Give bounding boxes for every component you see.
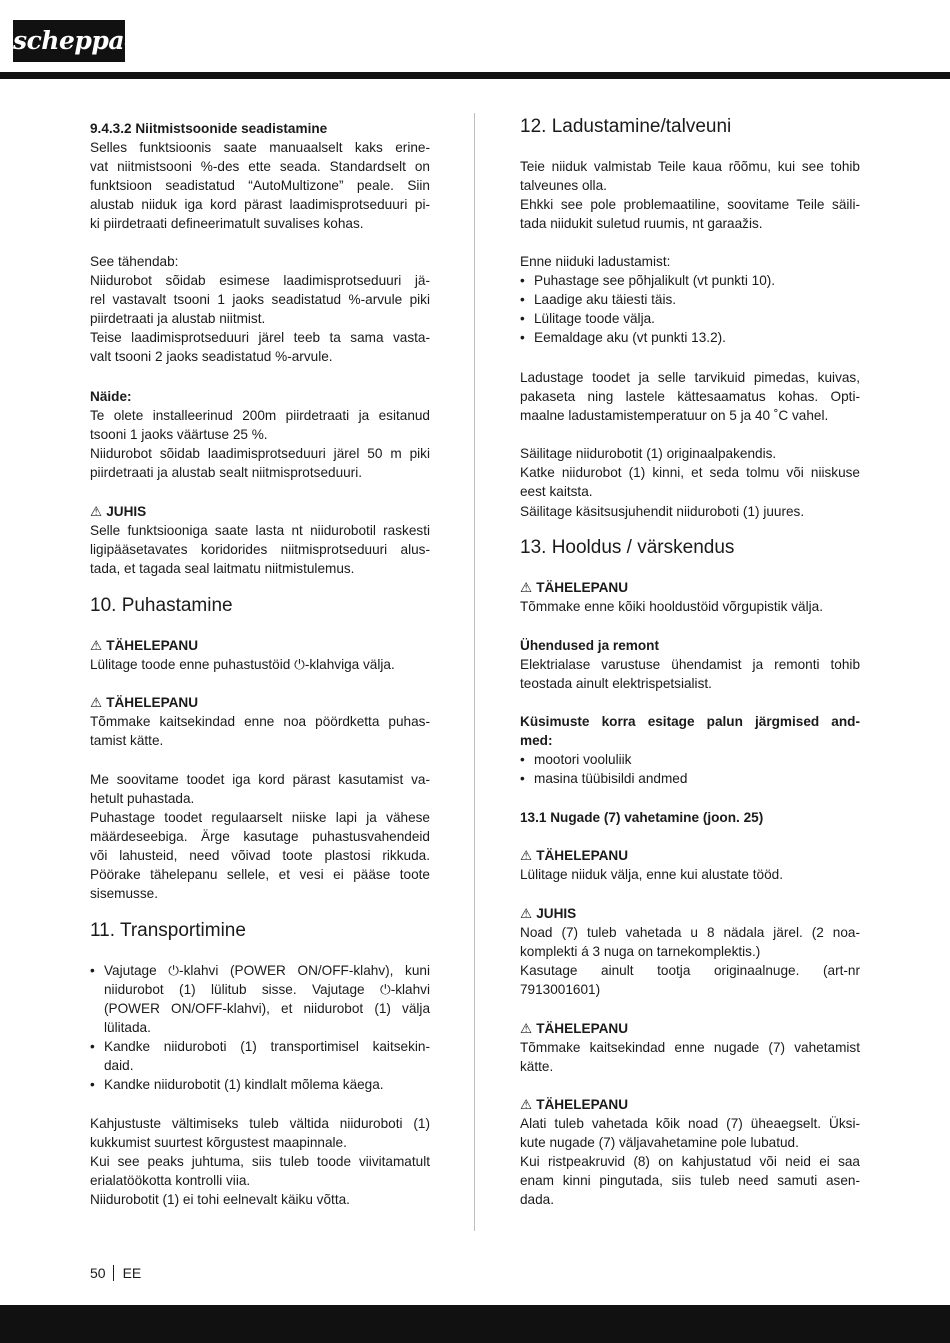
text-line: tsooni 1 jaoks väärtuse 25 %. [90,427,268,442]
text-line: Alati tuleb vahetada kõik noad (7) üheaegselt. Üksi- [520,1116,860,1131]
bullet-continuation: daid. [104,1058,134,1073]
warning-label [520,904,860,923]
bullet-item: • Puhastage see põhjalikult (vt punkti 10). [520,271,860,290]
text-line: Teie niiduk valmistab Teile kaua rõõmu, kui see tohib [520,159,860,174]
bold-heading: 9.4.3.2 Niitmistsoonide seadistamine [90,121,328,136]
bullet-continuation: (POWER ON/OFF-klahvi), et niidurobot (1) välja [104,1001,430,1016]
language-code: EE [122,1265,142,1281]
warning-label [90,502,430,521]
text-line: Säilitage käsitsusjuhendit niiduroboti (1) juures. [520,504,805,519]
warning-label-text: TÄHELEPANU [106,695,199,710]
bullet-continuation: lülitada. [104,1020,151,1035]
warning-triangle-icon: ⚠ [90,695,103,710]
column-divider [474,113,475,1231]
warning-label-text: TÄHELEPANU [536,848,629,863]
text-line: Selle funktsiooniga saate lasta nt niidurobotil raskesti [90,523,430,538]
bullet-item: • mootori vooluliik [520,750,860,769]
warning-label-text: TÄHELEPANU [536,1021,629,1036]
text-line: eest kaitsta. [520,484,593,499]
text-line: Enne niiduki ladustamist: [520,254,671,269]
page-footer [90,1264,141,1282]
text-line: Pöörake tähelepanu sellele, et vesi ei pääse toote [90,867,430,882]
warning-label-text: JUHIS [536,906,577,921]
text-line: funktsioon seadistatud “AutoMultizone” peale. Siin [90,178,430,193]
text-line: maalne ladustamistemperatuur on 5 ja 40 ˚C vahel. [520,408,829,423]
text-line: talveunes olla. [520,178,607,193]
text-line: Tõmmake kaitsekindad enne noa pöördketta puhas- [90,714,430,729]
text-line: Katke niidurobot (1) kinni, et seda tolmu või niiskuse [520,465,860,480]
text-line: Kahjustuste vältimiseks tuleb vältida niiduroboti (1) [90,1116,430,1131]
text-line: Selles funktsioonis saate manuaalselt kaks erine- [90,140,430,155]
warning-label [520,1095,860,1114]
text-line: tada, et tagada seal laitmatu niitmistulemus. [90,561,355,576]
text-line: komplekti á 3 nuga on tarnekomplektis.) [520,944,761,959]
bullet-item: • Eemaldage aku (vt punkti 13.2). [520,328,860,347]
warning-triangle-icon: ⚠ [520,906,533,921]
text-line: Me soovitame toodet iga kord pärast kasutamist va- [90,772,430,787]
bullet-continuation: niidurobot (1) lülitub sisse. Vajutage ⏻-klahvi [104,982,430,997]
warning-label [90,693,430,712]
warning-label-text: TÄHELEPANU [536,580,629,595]
bullet-item: • Kandke niidurobotit (1) kindlalt mõlema käega. [90,1075,430,1094]
text-line: See tähendab: [90,254,179,269]
header-rule [0,72,950,79]
text-line: Kasutage ainult tootja originaalnuge. (art-nr [520,963,860,978]
text-line: Säilitage niidurobotit (1) originaalpakendis. [520,446,777,461]
text-line: Lülitage toode enne puhastustöid ⏻-klahviga välja. [90,657,395,672]
bullet-item: • Kandke niiduroboti (1) transportimisel kaitsekin- [90,1037,430,1056]
warning-triangle-icon: ⚠ [90,504,103,519]
footer-bar [0,1305,950,1343]
text-line: Niidurobot sõidab laadimisprotseduuri järel 50 m piki [90,446,430,461]
text-line: Te olete installeerinud 200m piirdetraati ja esitanud [90,408,430,423]
text-line: sisemusse. [90,886,158,901]
text-line: Niidurobotit (1) ei tohi eelnevalt käiku võtta. [90,1192,350,1207]
text-line: Kui see peaks juhtuma, siis tuleb toode viivitamatult [90,1154,430,1169]
bold-heading: Näide: [90,389,132,404]
text-line: või lahusteid, need võivad toote plastosi rikkuda. [90,848,430,863]
warning-label-text: TÄHELEPANU [536,1097,629,1112]
text-line: Niidurobot sõidab esimese laadimisprotseduuri jä- [90,273,430,288]
text-line: Teise laadimisprotseduuri järel teeb ta sama vasta- [90,330,430,345]
page-number: 50 [90,1265,106,1281]
warning-label-text: TÄHELEPANU [106,638,199,653]
section-heading: 11. Transportimine [90,920,246,941]
footer-separator [113,1265,114,1281]
text-line: Kui ristpeakruvid (8) on kahjustatud või neid ei saa [520,1154,860,1169]
warning-triangle-icon: ⚠ [520,1097,533,1112]
warning-label [520,846,860,865]
text-line: vat niitmistsooni %-des ette seada. Standardselt on [90,159,430,174]
text-line: pakaseta ning lastele kättesaamatus kohas. Opti- [520,389,860,404]
text-line: hetult puhastada. [90,791,195,806]
bold-heading: Küsimuste korra esitage palun järgmised and- [520,714,860,729]
text-line: teostada ainult elektrispetsialist. [520,676,712,691]
warning-label [520,1019,860,1038]
text-line: 7913001601) [520,982,601,997]
warning-triangle-icon: ⚠ [520,580,533,595]
text-line: tada niidukit suletud ruumis, nt garaažis. [520,216,763,231]
bullet-item: • Vajutage ⏻-klahvi (POWER ON/OFF-klahv), kuni [90,961,430,980]
text-line: piirdetraati ja alustab niitmist. [90,311,266,326]
text-line: Ladustage toodet ja selle tarvikuid pimedas, kuivas, [520,370,860,385]
text-line: valt tsooni 2 jaoks seadistatud %-arvule. [90,349,333,364]
text-line: Tõmmake enne kõiki hooldustöid võrgupistik välja. [520,599,823,614]
brand-logo: scheppach [13,20,125,62]
bold-heading: med: [520,733,553,748]
text-line: kukkumist suurtest kõrgustest maapinnale. [90,1135,347,1150]
text-line: enam kinni pingutada, siis tuleb need samuti asen- [520,1173,860,1188]
text-line: kätte. [520,1059,554,1074]
text-line: Elektrialase varustuse ühendamist ja remonti tohib [520,657,860,672]
warning-triangle-icon: ⚠ [520,848,533,863]
warning-label [90,636,430,655]
text-line: ki piirdetraati defineerimatult suvalises kohas. [90,216,364,231]
text-line: rel vastavalt tsooni 1 jaoks seadistatud %-arvule piki [90,292,430,307]
text-line: kute nugade (7) väljavahetamine pole lubatud. [520,1135,799,1150]
text-line: piirdetraati ja alustab sealt niitmisprotseduuri. [90,465,363,480]
text-line: ligipääsetavates koridorides niitmisprotseduuri alus- [90,542,430,557]
warning-triangle-icon: ⚠ [520,1021,533,1036]
text-line: Tõmmake kaitsekindad enne nugade (7) vahetamist [520,1040,860,1055]
bold-heading: 13.1 Nugade (7) vahetamine (joon. 25) [520,810,764,825]
text-line: erialatöökotta kontrolli viia. [90,1173,251,1188]
text-line: dada. [520,1192,555,1207]
section-heading: 13. Hooldus / värskendus [520,537,735,558]
section-heading: 10. Puhastamine [90,595,233,616]
warning-label [520,578,860,597]
bullet-item: • Laadige aku täiesti täis. [520,290,860,309]
text-line: Lülitage niiduk välja, enne kui alustate tööd. [520,867,783,882]
text-line: Noad (7) tuleb vahetada u 8 nädala järel. (2 noa- [520,925,860,940]
warning-triangle-icon: ⚠ [90,638,103,653]
warning-label-text: JUHIS [106,504,147,519]
text-line: Puhastage toodet regulaarselt niiske lapi ja vähese [90,810,430,825]
bullet-item: • Lülitage toode välja. [520,309,860,328]
bullet-item: • masina tüübisildi andmed [520,769,860,788]
text-line: tamist kätte. [90,733,164,748]
text-line: määrdeseebiga. Ärge kasutage puhastusvahendeid [90,829,430,844]
section-heading: 12. Ladustamine/talveuni [520,116,732,137]
bold-heading: Ühendused ja remont [520,638,659,653]
text-line: alustab niiduk iga kord pärast laadimisprotseduuri pi- [90,197,430,212]
text-line: Ehkki see pole problemaatiline, soovitame Teile säili- [520,197,860,212]
